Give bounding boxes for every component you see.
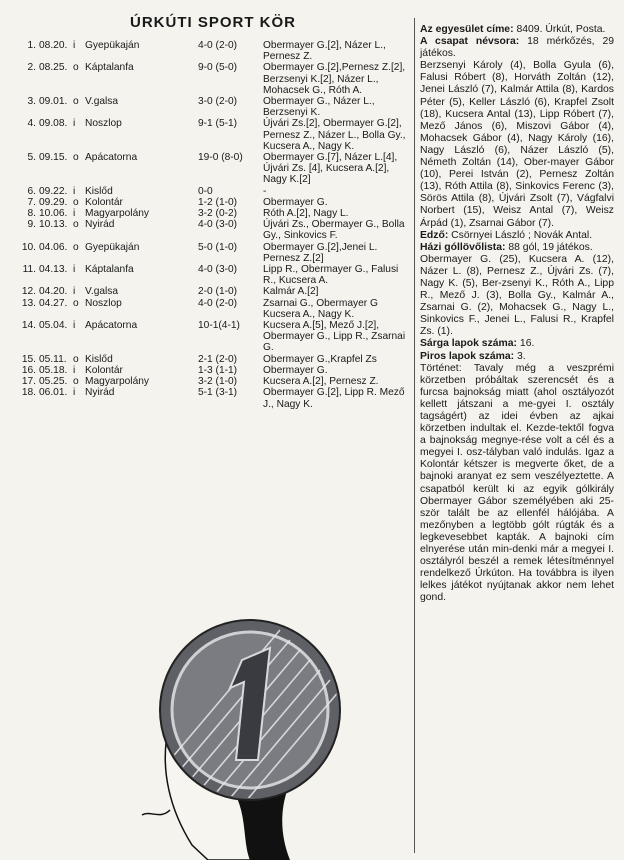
match-row <box>12 286 402 297</box>
club-info <box>420 24 614 605</box>
roster-summary: 18 mérkőzés, 29 játékos. <box>420 36 614 60</box>
yellow-cards-line <box>420 338 614 350</box>
match-date: 05.18. <box>39 364 68 376</box>
match-scorers: Obermayer G. <box>263 196 328 208</box>
coach-line <box>420 230 614 242</box>
match-row <box>12 365 402 376</box>
match-scorers: Újvári Zs., Obermayer G., Bolla Gy., Sinkovics F. <box>263 219 405 242</box>
match-opponent: Magyarpolány <box>85 376 149 388</box>
match-venue: i <box>73 387 76 399</box>
match-scorers: - <box>263 185 267 197</box>
match-venue: o <box>73 219 79 231</box>
match-venue: o <box>73 376 79 388</box>
match-opponent: Noszlop <box>85 118 122 130</box>
match-opponent: Gyepükaján <box>85 40 140 51</box>
match-opponent: Káptalanfa <box>85 62 134 74</box>
match-opponent: Káptalanfa <box>85 264 134 276</box>
match-date: 10.13. <box>39 219 68 231</box>
match-row <box>12 208 402 219</box>
match-venue: i <box>73 264 76 276</box>
address-value: 8409. Úrkút, Posta. <box>513 24 606 35</box>
match-number: 17. <box>21 376 36 388</box>
red-cards-line <box>420 351 614 363</box>
match-scorers: Kucsera A.[5], Mező J.[2], Obermayer G., Lipp R., Zsarnai G. <box>263 320 406 354</box>
red-value: 3. <box>514 350 526 362</box>
match-number: 14. <box>21 320 36 332</box>
match-opponent: Kislőd <box>85 185 113 197</box>
match-date: 09.08. <box>39 118 68 130</box>
match-opponent: Gyepükaján <box>85 241 140 253</box>
match-venue: i <box>73 185 76 197</box>
match-row <box>12 242 402 264</box>
match-opponent: Kislőd <box>85 353 113 365</box>
match-row <box>12 376 402 387</box>
match-number: 18. <box>21 387 36 399</box>
match-opponent: Noszlop <box>85 297 122 309</box>
match-scorers: Zsarnai G., Obermayer G Kucsera A., Nagy K. <box>263 297 378 320</box>
match-number: 9. <box>27 219 36 231</box>
match-scorers: Obermayer G.[2],Pernesz Z.[2], Berzsenyi K.[2], Názer L., Mohacsek G., Róth A. <box>263 62 406 96</box>
roster-label: A csapat névsora: <box>420 36 520 48</box>
match-number: 5. <box>27 152 36 164</box>
match-row <box>12 197 402 208</box>
match-result: 9-0 (5-0) <box>198 62 238 74</box>
match-number: 6. <box>27 185 36 197</box>
match-number: 4. <box>27 118 36 130</box>
scorers-heading <box>420 242 614 254</box>
match-date: 09.22. <box>39 185 68 197</box>
match-date: 05.11. <box>39 353 67 365</box>
column-divider <box>414 18 415 853</box>
scorers-summary: 88 gól, 19 játékos. <box>505 241 593 253</box>
match-result: 9-1 (5-1) <box>198 118 238 130</box>
match-date: 09.15. <box>39 152 68 164</box>
match-opponent: Kolontár <box>85 364 123 376</box>
match-scorers: Obermayer G. <box>263 364 328 376</box>
match-result: 4-0 (3-0) <box>198 219 238 231</box>
match-number: 16. <box>21 364 36 376</box>
match-result: 4-0 (2-0) <box>198 297 238 309</box>
coach-value: Csörnyei László ; Novák Antal. <box>448 229 593 241</box>
match-venue: i <box>73 40 76 51</box>
scorers-label: Házi góllövőlista: <box>420 241 506 253</box>
match-date: 09.29. <box>39 196 68 208</box>
match-number: 12. <box>21 286 36 298</box>
match-opponent: Magyarpolány <box>85 208 149 220</box>
match-row <box>12 62 406 96</box>
match-date: 08.20. <box>39 40 68 51</box>
match-date: 06.01. <box>39 387 68 399</box>
match-row <box>12 40 402 62</box>
match-number: 1. <box>27 40 36 51</box>
roster-list: Berzsenyi Károly (4), Bolla Gyula (6), Falusi Róbert (8), Horváth Zoltán (12), Jenei László (7), Kalmár Attila (8), Kardos Péter (5), Keller László (6), Krapfel Zsolt (18), Kucsera Antal (13), Lipp Róbert (7), Mező János (6), Miszovi Gábor (4), Mohacsek Gábor (4), Nagy Károly (16), Nagy László (6), Názer László (5), Németh Zoltán (14), Ober-mayer Gábor (10), Perei István (2), Pernesz Zoltán (13), Róth Attila (8), Sinkovics Ferenc (3), Sörös Attila (8), Újvári Zsolt (7), Vágfalvi Norbert (15), Weisz Antal (7), Weisz Árpád (1), Zsarnai Gábor (7). <box>420 60 614 229</box>
match-scorers: Róth A.[2], Nagy L. <box>263 208 349 220</box>
match-opponent: Apácatorna <box>85 152 138 164</box>
match-number: 8. <box>27 208 36 220</box>
match-result: 1-2 (1-0) <box>198 196 238 208</box>
match-opponent: Nyirád <box>85 387 115 399</box>
address-label: Az egyesület címe: <box>420 24 514 35</box>
match-result: 1-3 (1-1) <box>198 364 238 376</box>
match-venue: i <box>73 118 76 130</box>
match-result: 4-0 (2-0) <box>198 40 238 51</box>
match-result: 10-1(4-1) <box>198 320 240 332</box>
match-date: 04.27. <box>39 297 68 309</box>
match-scorers: Obermayer G.[7], Názer L.[4], Újvári Zs. [4], Kucsera A.[2], Nagy K.[2] <box>263 152 398 186</box>
match-venue: i <box>73 208 76 220</box>
match-scorers: Obermayer G.,Krapfel Zs <box>263 353 377 365</box>
yellow-label: Sárga lapok száma: <box>420 338 518 350</box>
match-venue: i <box>73 286 76 298</box>
match-venue: o <box>73 62 79 74</box>
match-opponent: Nyirád <box>85 219 115 231</box>
yellow-value: 16. <box>517 338 535 350</box>
match-date: 04.06. <box>39 241 68 253</box>
match-scorers: Obermayer G.[2],Jenei L. Pernesz Z.[2] <box>263 241 378 264</box>
match-row <box>12 96 402 118</box>
coin-illustration <box>130 610 380 860</box>
match-row <box>12 298 402 320</box>
match-venue: o <box>73 297 79 309</box>
match-row <box>12 152 402 186</box>
match-venue: i <box>73 364 76 376</box>
history-text: Történet: Tavaly még a veszprémi körzetben próbáltak szerencsét és a furcsa bajnokság miatt (ahol osztályozót kellett játszani a me-gyei I. osztály tagságért) az idei évben az ajkai körzetben indultak el. Kezde-tektől fogva a bajnokság megnye-rése volt a cél és a megyei I. osz-tályban való indulás. Igaz a Kolontár kétszer is megverte őket, de a bajnoki aranyat ez sem veszélyeztette. A csapatból került ki az egyik gólkirály Obermayer Gábor személyében aki 25-ször talált be az ellenfél hálójába. A mezőnyben a legtöbb gólt rúgták és a legkevesebbet kapták. A bajnoki cím elnyerése után min-denki már a megyei I. osztályról beszél a remek létesítménnyel rendelkező Úrkúton. Ha továbbra is ilyen lelkes játékot nyújtanak akkor nem lehet gond. <box>420 362 614 604</box>
match-date: 04.13. <box>39 264 68 276</box>
match-result: 3-0 (2-0) <box>198 96 238 108</box>
match-venue: o <box>73 152 79 164</box>
match-venue: o <box>73 196 79 208</box>
match-row <box>12 118 406 152</box>
signature-mark <box>142 810 170 815</box>
match-date: 10.06. <box>39 208 68 220</box>
match-list <box>12 40 406 410</box>
match-number: 7. <box>27 196 36 208</box>
match-number: 13. <box>21 297 36 309</box>
match-date: 08.25. <box>39 62 68 74</box>
match-row <box>12 387 405 410</box>
red-label: Piros lapok száma: <box>420 350 515 362</box>
match-number: 10. <box>21 241 36 253</box>
match-date: 09.01. <box>39 96 68 108</box>
match-scorers: Kucsera A.[2], Pernesz Z. <box>263 376 379 388</box>
match-result: 3-2 (0-2) <box>198 208 238 220</box>
match-venue: o <box>73 353 79 365</box>
match-opponent: V.galsa <box>85 286 119 298</box>
match-scorers: Obermayer G.[2], Názer L., Pernesz Z. <box>263 40 386 63</box>
match-result: 5-1 (3-1) <box>198 387 238 399</box>
match-venue: i <box>73 320 76 332</box>
match-result: 2-0 (1-0) <box>198 286 238 298</box>
match-number: 11. <box>22 264 36 276</box>
match-scorers: Obermayer G., Názer L., Berzsenyi K. <box>263 96 375 119</box>
match-row <box>12 219 405 242</box>
match-date: 04.20. <box>39 286 68 298</box>
match-venue: o <box>73 96 79 108</box>
match-row <box>12 320 406 354</box>
match-scorers: Obermayer G.[2], Lipp R. Mező J., Nagy K. <box>263 387 405 410</box>
scorers-list: Obermayer G. (25), Kucsera A. (12), Názer L. (8), Pernesz Z., Újvári Zs. (7), Nagy K. (5), Ber-zsenyi K., Róth A., Lipp R., Mező J. (3), Bolla Gy., Kalmár A., Zsarnai G. (2), Mohacsek G., Nagy L., Sinkovics F., Jenei L., Falusi R., Krapfel Zs. (1). <box>420 253 614 338</box>
roster-heading <box>420 36 614 60</box>
match-opponent: V.galsa <box>85 96 119 108</box>
match-scorers: Újvári Zs.[2], Obermayer G.[2], Pernesz Z., Názer L., Bolla Gy., Kucsera A., Nagy K. <box>263 118 406 152</box>
match-result: 19-0 (8-0) <box>198 152 243 164</box>
match-result: 3-2 (1-0) <box>198 376 238 388</box>
match-number: 15. <box>21 353 36 365</box>
match-scorers: Lipp R., Obermayer G., Falusi R., Kucsera A. <box>263 264 399 287</box>
match-number: 3. <box>27 96 36 108</box>
coach-label: Edző: <box>420 229 449 241</box>
match-number: 2. <box>27 62 36 74</box>
address-line <box>420 24 614 36</box>
match-row <box>12 186 402 197</box>
page-title: ÚRKÚTI SPORT KÖR <box>130 14 296 31</box>
match-opponent: Apácatorna <box>85 320 138 332</box>
match-row <box>12 264 402 286</box>
match-result: 5-0 (1-0) <box>198 241 238 253</box>
match-venue: o <box>73 241 79 253</box>
match-opponent: Kolontár <box>85 196 123 208</box>
match-date: 05.04. <box>39 320 68 332</box>
match-result: 2-1 (2-0) <box>198 353 238 365</box>
match-result: 0-0 <box>198 185 213 197</box>
match-result: 4-0 (3-0) <box>198 264 238 276</box>
match-date: 05.25. <box>39 376 68 388</box>
match-scorers: Kalmár A.[2] <box>263 286 319 298</box>
match-row <box>12 354 402 365</box>
